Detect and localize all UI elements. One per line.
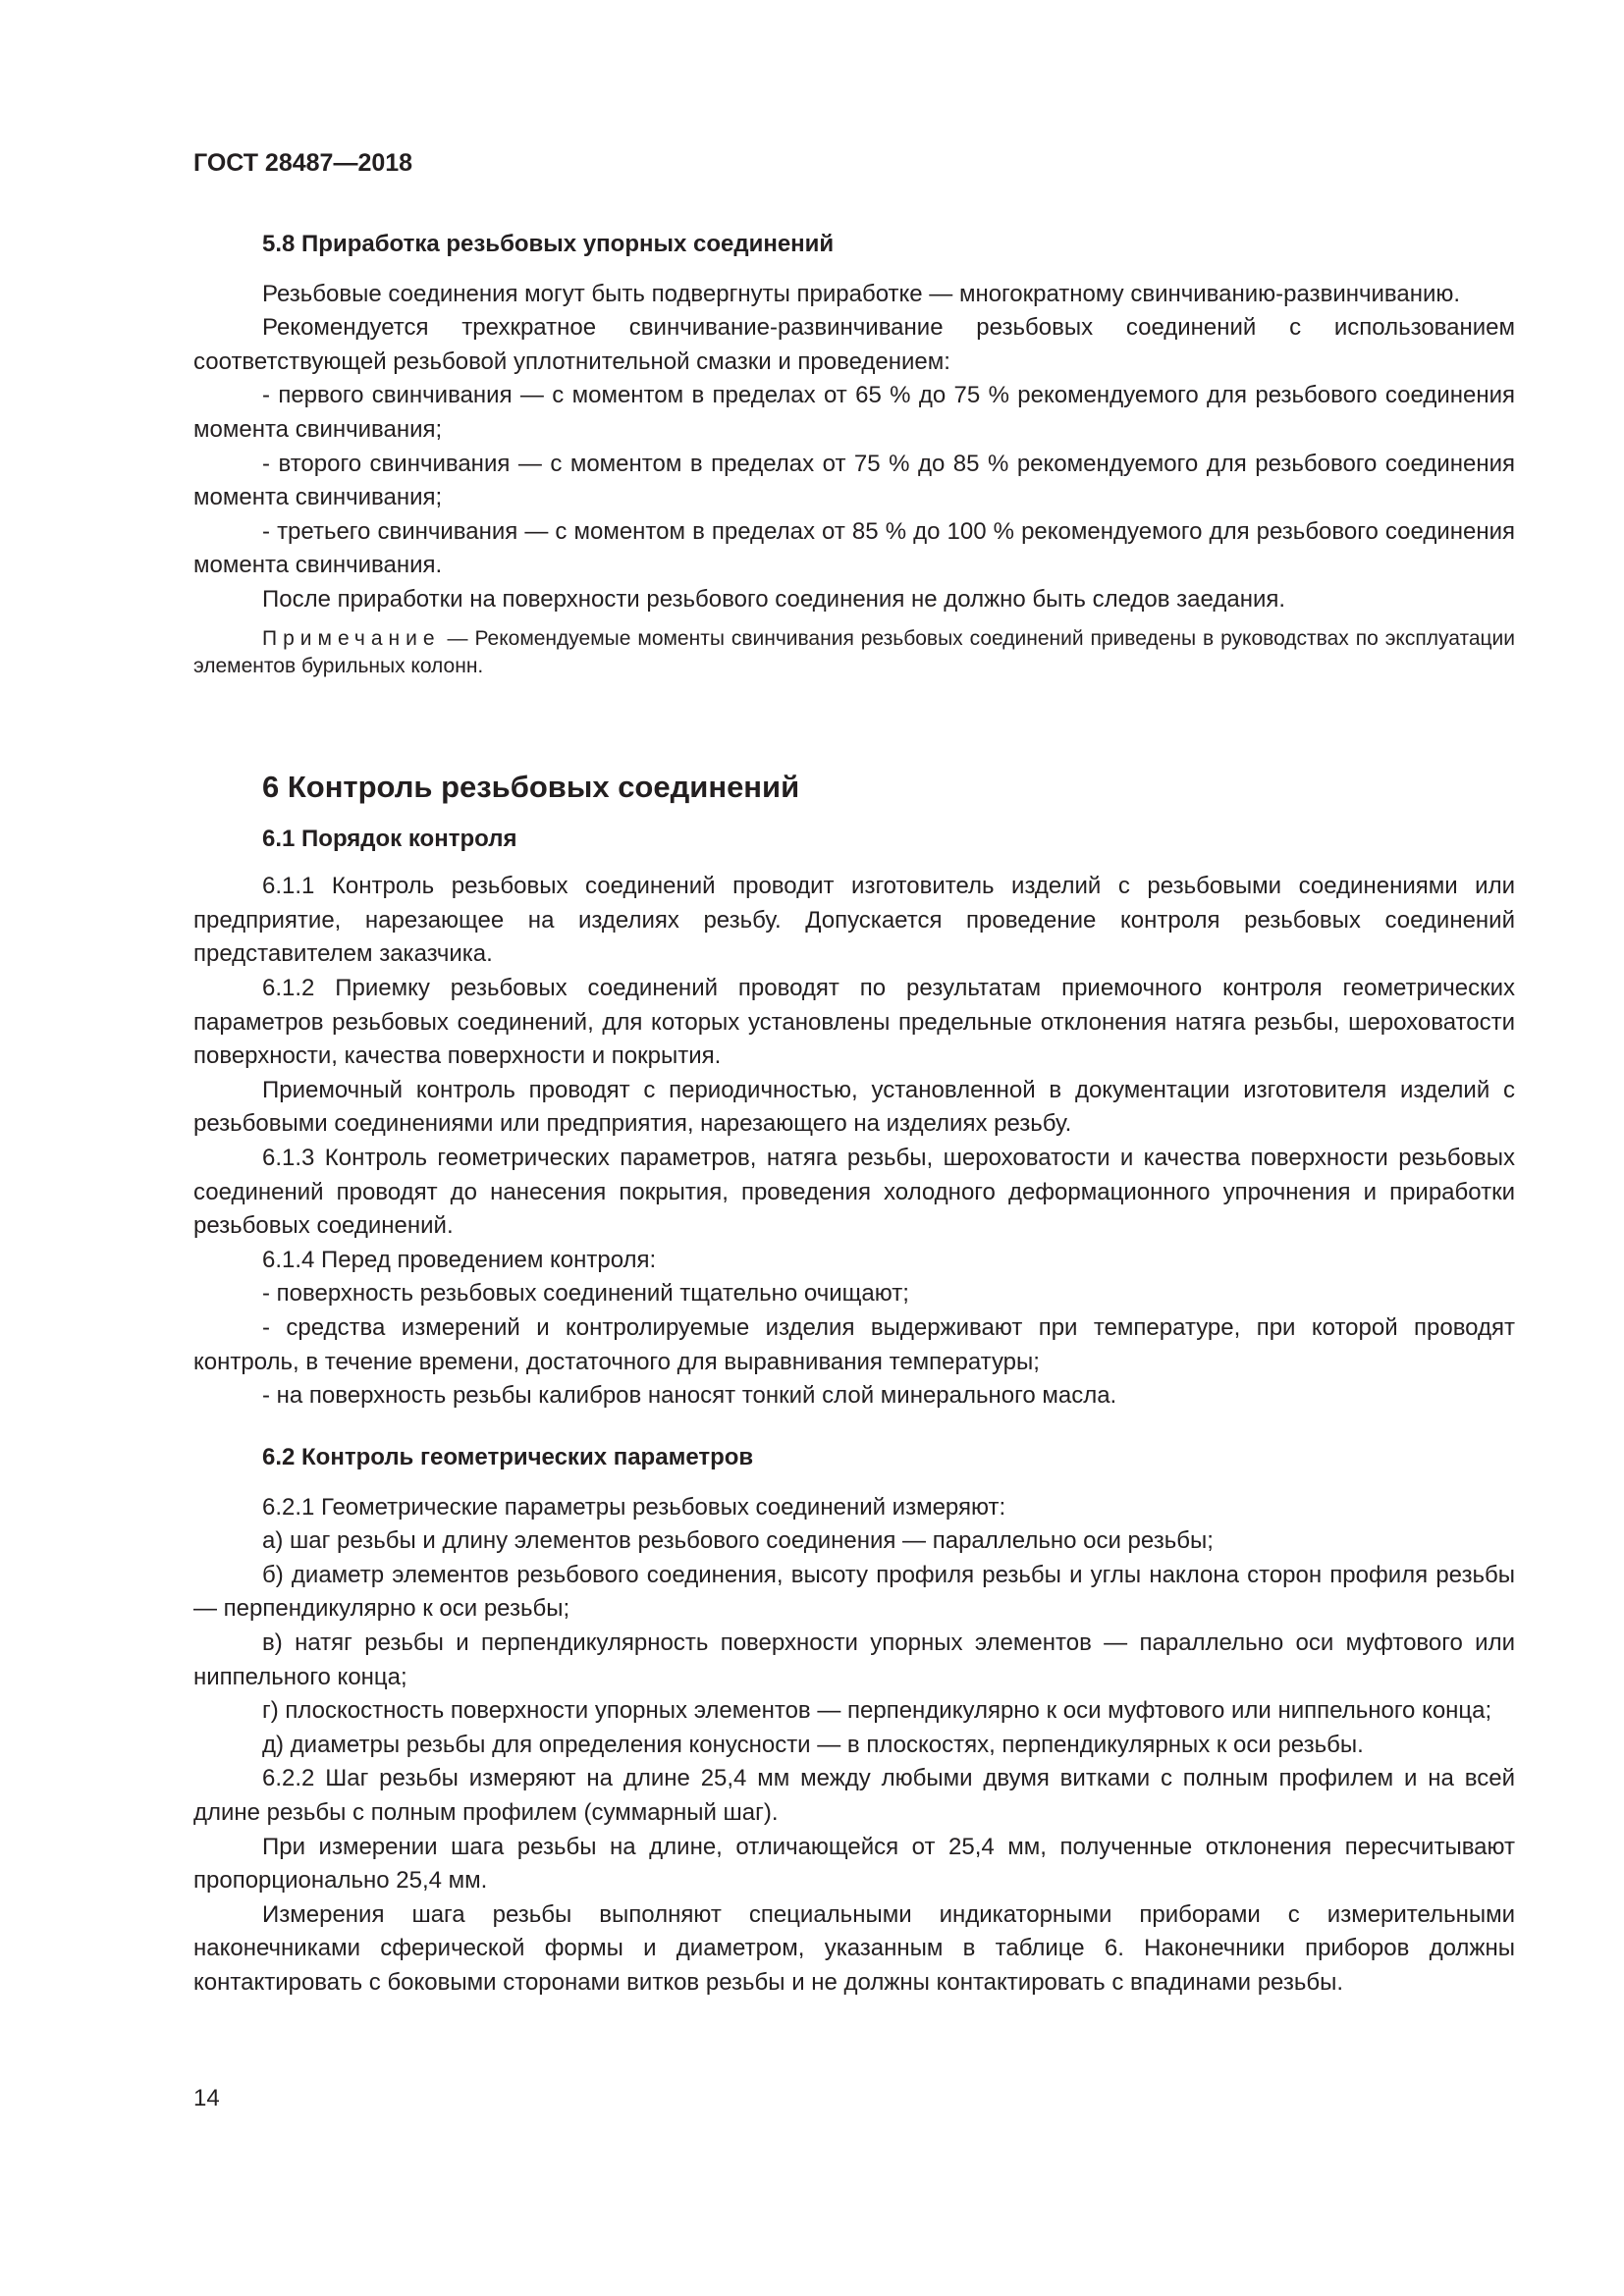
document-id-header: ГОСТ 28487—2018 — [193, 149, 413, 177]
note — [193, 625, 1515, 680]
paragraph: 6.1.4 Перед проведением контроля: — [262, 1246, 657, 1273]
note-text: — Рекомендуемые моменты свинчивания резьбовых соединений приведены в руководствах по эксплуатации элементов бурильных колонн. — [193, 626, 1515, 677]
paragraph: 6.1.1 Контроль резьбовых соединений проводит изготовитель изделий с резьбовыми соединениями или предприятие, нарезающее на изделиях резьбу. Допускается проведение контроля резьбовых соединений представителем заказчика. — [193, 873, 1515, 968]
paragraph: Рекомендуется трехкратное свинчивание-развинчивание резьбовых соединений с использованием соответствующей резьбовой уплотнительной смазки и проведением: — [193, 314, 1515, 375]
section-heading: 5.8 Приработка резьбовых упорных соединений — [262, 231, 835, 257]
list-item: - первого свинчивания — с моментом в пределах от 65 % до 75 % рекомендуемого для резьбового соединения момента свинчивания; — [193, 382, 1515, 443]
list-item: в) натяг резьбы и перпендикулярность поверхности упорных элементов — параллельно оси муфтового или ниппельного конца; — [193, 1629, 1515, 1690]
section-heading: 6.1 Порядок контроля — [262, 825, 517, 852]
list-item: а) шаг резьбы и длину элементов резьбового соединения — параллельно оси резьбы; — [262, 1527, 1214, 1555]
list-item: б) диаметр элементов резьбового соединения, высоту профиля резьбы и углы наклона сторон профиля резьбы — перпендикулярно к оси резьбы; — [193, 1561, 1515, 1623]
section-heading: 6.2 Контроль геометрических параметров — [262, 1444, 754, 1470]
list-item: г) плоскостность поверхности упорных элементов — перпендикулярно к оси муфтового или ниппельного конца; — [262, 1697, 1492, 1725]
paragraph: 6.1.2 Приемку резьбовых соединений проводят по результатам приемочного контроля геометрических параметров резьбовых соединений, для которых установлены предельные отклонения натяга резьбы, шероховатости поверхности, качества поверхности и покрытия. — [193, 974, 1515, 1070]
list-item: - поверхность резьбовых соединений тщательно очищают; — [262, 1280, 909, 1308]
section-6 — [193, 771, 1515, 1414]
paragraph: Приемочный контроль проводят с периодичностью, установленной в документации изготовителя изделий с резьбовыми соединениями или предприятия, нарезающего на изделиях резьбу. — [193, 1076, 1515, 1138]
paragraph: 6.1.3 Контроль геометрических параметров, натяга резьбы, шероховатости и качества поверхности резьбовых соединений проводят до нанесения покрытия, проведения холодного деформационного упрочнения и приработки резьбовых соединений. — [193, 1144, 1515, 1240]
list-item: - второго свинчивания — с моментом в пределах от 75 % до 85 % рекомендуемого для резьбового соединения момента свинчивания; — [193, 450, 1515, 511]
section-5-8 — [193, 228, 1515, 680]
list-item: - третьего свинчивания — с моментом в пределах от 85 % до 100 % рекомендуемого для резьбового соединения момента свинчивания. — [193, 517, 1515, 579]
list-item: - на поверхность резьбы калибров наносят тонкий слой минерального масла. — [262, 1382, 1117, 1410]
paragraph: 6.2.2 Шаг резьбы измеряют на длине 25,4 мм между любыми двумя витками с полным профилем и на всей длине резьбы с полным профилем (суммарный шаг). — [193, 1765, 1515, 1826]
list-item: д) диаметры резьбы для определения конусности — в плоскостях, перпендикулярных к оси резьбы. — [262, 1731, 1364, 1758]
paragraph: После приработки на поверхности резьбового соединения не должно быть следов заедания. — [262, 585, 1286, 613]
note-label: Примечание — [262, 626, 441, 650]
list-item: - средства измерений и контролируемые изделия выдерживают при температуре, при которой проводят контроль, в течение времени, достаточного для выравнивания температуры; — [193, 1313, 1515, 1375]
paragraph: 6.2.1 Геометрические параметры резьбовых соединений измеряют: — [262, 1493, 1006, 1521]
section-6-2 — [193, 1441, 1515, 2001]
paragraph: При измерении шага резьбы на длине, отличающейся от 25,4 мм, полученные отклонения пересчитывают пропорционально 25,4 мм. — [193, 1833, 1515, 1895]
chapter-heading: 6 Контроль резьбовых соединений — [262, 770, 800, 804]
page-number: 14 — [193, 2085, 220, 2111]
paragraph: Измерения шага резьбы выполняют специальными индикаторными приборами с измерительными наконечниками сферической формы и диаметром, указанным в таблице 6. Наконечники приборов должны контактировать с боковыми сторонами витков резьбы и не должны контактировать с впадинами резьбы. — [193, 1900, 1515, 1996]
paragraph: Резьбовые соединения могут быть подвергнуты приработке — многократному свинчиванию-развинчиванию. — [262, 280, 1461, 307]
